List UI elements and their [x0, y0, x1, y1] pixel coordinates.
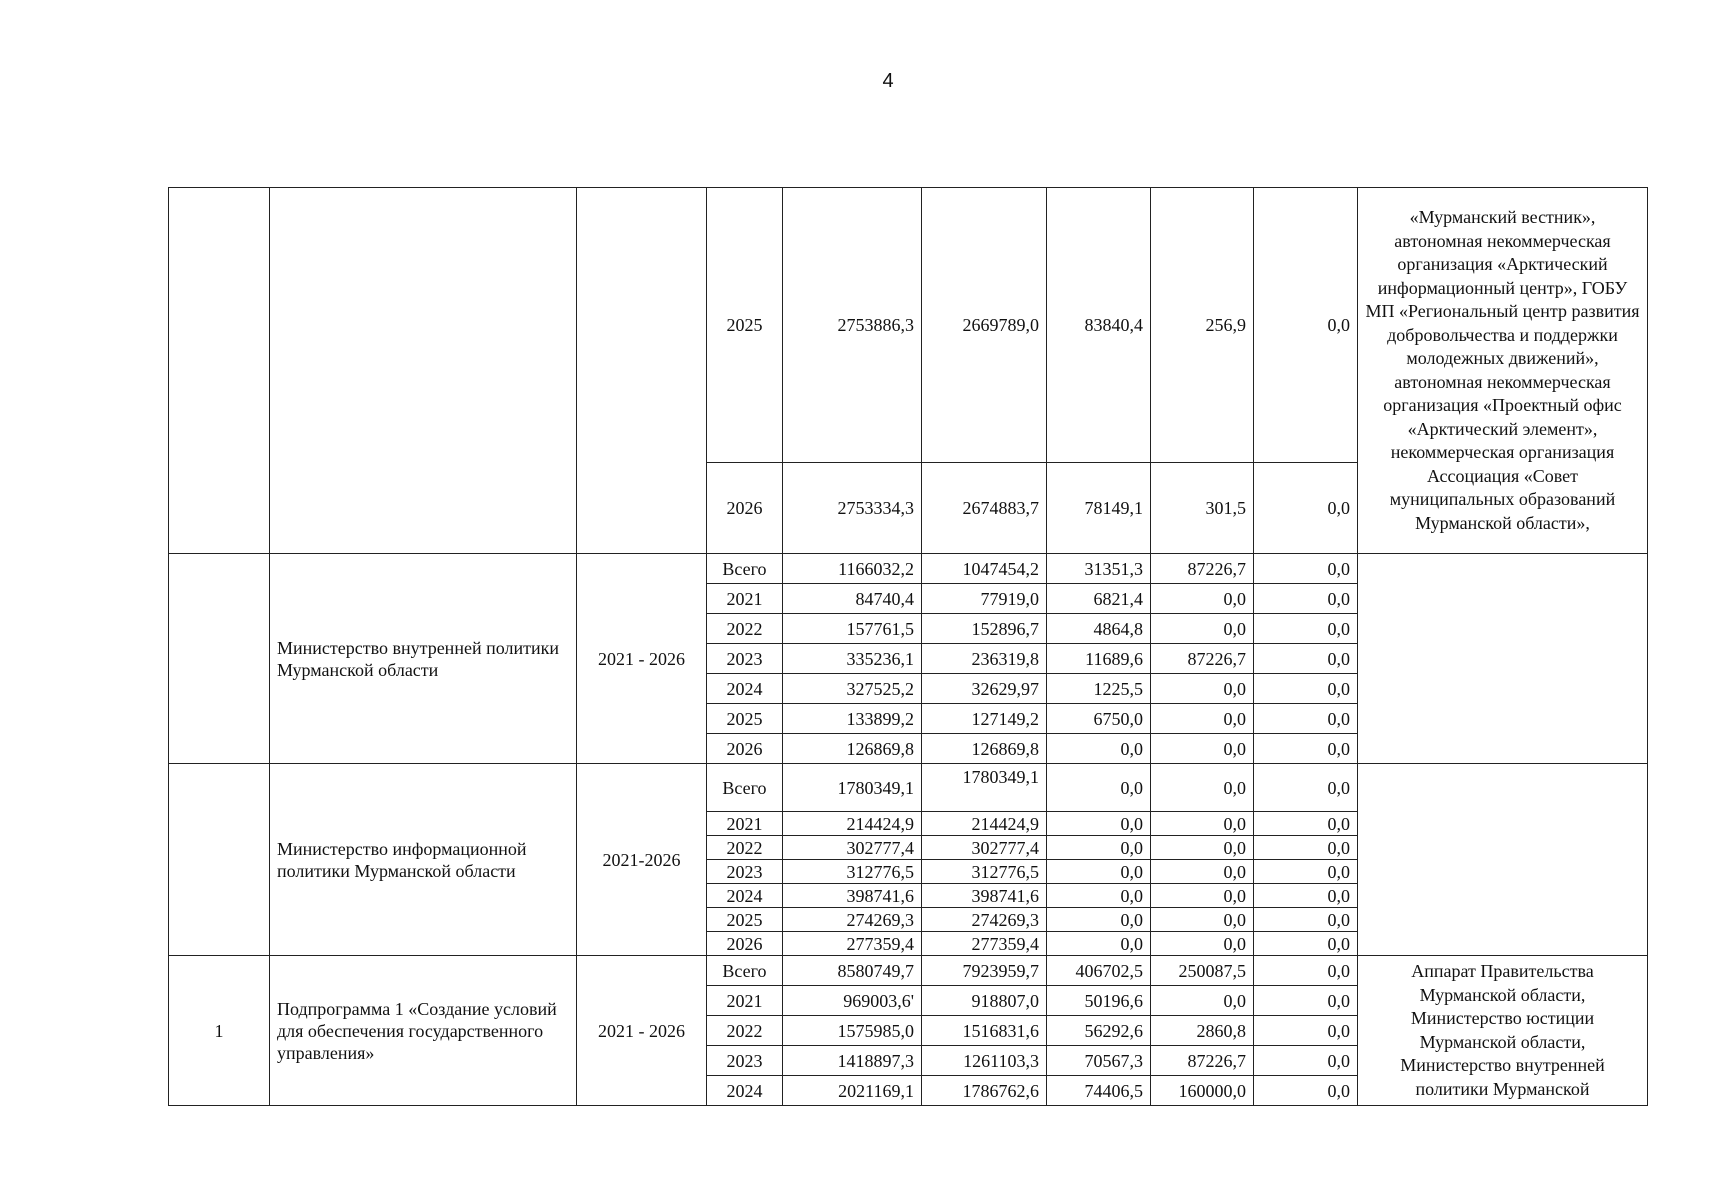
extra-budget-cell: 0,0: [1254, 1076, 1358, 1106]
subprogram-name-cell: Подпрограмма 1 «Создание условий для обеспечения государственного управления»: [270, 956, 577, 1106]
table-row: [169, 956, 1648, 986]
federal-budget-cell: 70567,3: [1047, 1046, 1151, 1076]
total-cell: 2753886,3: [783, 188, 922, 463]
extra-budget-cell: 0,0: [1254, 986, 1358, 1016]
regional-budget-cell: 312776,5: [922, 860, 1047, 884]
executors-cell: «Мурманский вестник», автономная некоммерческая организация «Арктический информационный центр», ГОБУ МП «Региональный центр развития добровольчества и поддержки молодежных движений», автономная некоммерческая организация «Проектный офис «Арктический элемент», некоммерческая организация Ассоциация «Совет муниципальных образований Мурманской области»,: [1358, 188, 1648, 554]
budget-table: [168, 187, 1648, 1106]
federal-budget-cell: 78149,1: [1047, 463, 1151, 554]
table-row: [169, 554, 1648, 584]
federal-budget-cell: 0,0: [1047, 932, 1151, 956]
index-cell: 1: [169, 956, 270, 1106]
year-cell: 2021: [707, 986, 783, 1016]
year-cell: 2024: [707, 884, 783, 908]
period-cell: 2021 - 2026: [577, 956, 707, 1106]
total-cell: 84740,4: [783, 584, 922, 614]
year-cell: 2023: [707, 644, 783, 674]
extra-budget-cell: 0,0: [1254, 463, 1358, 554]
federal-budget-cell: 0,0: [1047, 764, 1151, 812]
year-cell: 2022: [707, 614, 783, 644]
table-row: [169, 188, 1648, 463]
regional-budget-cell: 2674883,7: [922, 463, 1047, 554]
year-cell: 2026: [707, 734, 783, 764]
local-budget-cell: 250087,5: [1151, 956, 1254, 986]
total-cell: 274269,3: [783, 908, 922, 932]
total-cell: 8580749,7: [783, 956, 922, 986]
regional-budget-cell: 1516831,6: [922, 1016, 1047, 1046]
local-budget-cell: 0,0: [1151, 986, 1254, 1016]
extra-budget-cell: 0,0: [1254, 764, 1358, 812]
extra-budget-cell: 0,0: [1254, 188, 1358, 463]
total-cell: 1166032,2: [783, 554, 922, 584]
executors-cell: [1358, 764, 1648, 956]
local-budget-cell: 0,0: [1151, 860, 1254, 884]
extra-budget-cell: 0,0: [1254, 860, 1358, 884]
extra-budget-cell: 0,0: [1254, 1046, 1358, 1076]
extra-budget-cell: 0,0: [1254, 908, 1358, 932]
total-cell: 398741,6: [783, 884, 922, 908]
federal-budget-cell: 0,0: [1047, 734, 1151, 764]
total-cell: 969003,6': [783, 986, 922, 1016]
local-budget-cell: 0,0: [1151, 884, 1254, 908]
year-cell: Всего: [707, 554, 783, 584]
year-cell: 2021: [707, 584, 783, 614]
regional-budget-cell: 152896,7: [922, 614, 1047, 644]
local-budget-cell: 0,0: [1151, 674, 1254, 704]
local-budget-cell: 0,0: [1151, 734, 1254, 764]
regional-budget-cell: 2669789,0: [922, 188, 1047, 463]
regional-budget-cell: 32629,97: [922, 674, 1047, 704]
local-budget-cell: 0,0: [1151, 908, 1254, 932]
local-budget-cell: 301,5: [1151, 463, 1254, 554]
federal-budget-cell: 83840,4: [1047, 188, 1151, 463]
regional-budget-cell: 1780349,1: [922, 764, 1047, 812]
local-budget-cell: 0,0: [1151, 614, 1254, 644]
year-cell: 2025: [707, 908, 783, 932]
extra-budget-cell: 0,0: [1254, 614, 1358, 644]
total-cell: 302777,4: [783, 836, 922, 860]
federal-budget-cell: 1225,5: [1047, 674, 1151, 704]
federal-budget-cell: 0,0: [1047, 860, 1151, 884]
year-cell: 2026: [707, 932, 783, 956]
executors-cell: [1358, 554, 1648, 764]
local-budget-cell: 0,0: [1151, 932, 1254, 956]
regional-budget-cell: 274269,3: [922, 908, 1047, 932]
period-cell: 2021-2026: [577, 764, 707, 956]
year-cell: 2023: [707, 1046, 783, 1076]
extra-budget-cell: 0,0: [1254, 956, 1358, 986]
extra-budget-cell: 0,0: [1254, 554, 1358, 584]
extra-budget-cell: 0,0: [1254, 812, 1358, 836]
extra-budget-cell: 0,0: [1254, 674, 1358, 704]
federal-budget-cell: 0,0: [1047, 836, 1151, 860]
federal-budget-cell: 406702,5: [1047, 956, 1151, 986]
regional-budget-cell: 398741,6: [922, 884, 1047, 908]
year-cell: 2025: [707, 188, 783, 463]
total-cell: 214424,9: [783, 812, 922, 836]
local-budget-cell: 87226,7: [1151, 1046, 1254, 1076]
extra-budget-cell: 0,0: [1254, 1016, 1358, 1046]
extra-budget-cell: 0,0: [1254, 704, 1358, 734]
table-row: [169, 764, 1648, 812]
extra-budget-cell: 0,0: [1254, 644, 1358, 674]
name-cell: [270, 188, 577, 554]
total-cell: 312776,5: [783, 860, 922, 884]
period-cell: [577, 188, 707, 554]
regional-budget-cell: 918807,0: [922, 986, 1047, 1016]
federal-budget-cell: 6821,4: [1047, 584, 1151, 614]
executors-cell: Аппарат Правительства Мурманской области, Министерство юстиции Мурманской области, Министерство внутренней политики Мурманской: [1358, 956, 1648, 1106]
regional-budget-cell: 214424,9: [922, 812, 1047, 836]
total-cell: 327525,2: [783, 674, 922, 704]
federal-budget-cell: 0,0: [1047, 908, 1151, 932]
year-cell: 2022: [707, 836, 783, 860]
regional-budget-cell: 277359,4: [922, 932, 1047, 956]
year-cell: 2025: [707, 704, 783, 734]
year-cell: 2023: [707, 860, 783, 884]
index-cell: [169, 188, 270, 554]
local-budget-cell: 87226,7: [1151, 644, 1254, 674]
local-budget-cell: 0,0: [1151, 764, 1254, 812]
total-cell: 1780349,1: [783, 764, 922, 812]
federal-budget-cell: 0,0: [1047, 884, 1151, 908]
federal-budget-cell: 50196,6: [1047, 986, 1151, 1016]
period-cell: 2021 - 2026: [577, 554, 707, 764]
extra-budget-cell: 0,0: [1254, 884, 1358, 908]
federal-budget-cell: 11689,6: [1047, 644, 1151, 674]
total-cell: 157761,5: [783, 614, 922, 644]
extra-budget-cell: 0,0: [1254, 932, 1358, 956]
regional-budget-cell: 7923959,7: [922, 956, 1047, 986]
year-cell: 2021: [707, 812, 783, 836]
federal-budget-cell: 4864,8: [1047, 614, 1151, 644]
extra-budget-cell: 0,0: [1254, 584, 1358, 614]
local-budget-cell: 160000,0: [1151, 1076, 1254, 1106]
total-cell: 133899,2: [783, 704, 922, 734]
year-cell: Всего: [707, 956, 783, 986]
local-budget-cell: 0,0: [1151, 584, 1254, 614]
index-cell: [169, 554, 270, 764]
federal-budget-cell: 6750,0: [1047, 704, 1151, 734]
total-cell: 126869,8: [783, 734, 922, 764]
extra-budget-cell: 0,0: [1254, 734, 1358, 764]
page-number: 4: [882, 70, 894, 92]
total-cell: 2753334,3: [783, 463, 922, 554]
federal-budget-cell: 74406,5: [1047, 1076, 1151, 1106]
local-budget-cell: 256,9: [1151, 188, 1254, 463]
regional-budget-cell: 126869,8: [922, 734, 1047, 764]
federal-budget-cell: 0,0: [1047, 812, 1151, 836]
year-cell: 2024: [707, 1076, 783, 1106]
total-cell: 2021169,1: [783, 1076, 922, 1106]
local-budget-cell: 0,0: [1151, 704, 1254, 734]
local-budget-cell: 0,0: [1151, 836, 1254, 860]
local-budget-cell: 87226,7: [1151, 554, 1254, 584]
year-cell: 2024: [707, 674, 783, 704]
year-cell: 2022: [707, 1016, 783, 1046]
regional-budget-cell: 1261103,3: [922, 1046, 1047, 1076]
total-cell: 1575985,0: [783, 1016, 922, 1046]
local-budget-cell: 2860,8: [1151, 1016, 1254, 1046]
regional-budget-cell: 1786762,6: [922, 1076, 1047, 1106]
regional-budget-cell: 127149,2: [922, 704, 1047, 734]
index-cell: [169, 764, 270, 956]
federal-budget-cell: 56292,6: [1047, 1016, 1151, 1046]
federal-budget-cell: 31351,3: [1047, 554, 1151, 584]
regional-budget-cell: 77919,0: [922, 584, 1047, 614]
local-budget-cell: 0,0: [1151, 812, 1254, 836]
year-cell: Всего: [707, 764, 783, 812]
regional-budget-cell: 236319,8: [922, 644, 1047, 674]
executor-name-cell: Министерство внутренней политики Мурманской области: [270, 554, 577, 764]
regional-budget-cell: 302777,4: [922, 836, 1047, 860]
total-cell: 277359,4: [783, 932, 922, 956]
total-cell: 1418897,3: [783, 1046, 922, 1076]
regional-budget-cell: 1047454,2: [922, 554, 1047, 584]
executor-name-cell: Министерство информационной политики Мурманской области: [270, 764, 577, 956]
year-cell: 2026: [707, 463, 783, 554]
extra-budget-cell: 0,0: [1254, 836, 1358, 860]
total-cell: 335236,1: [783, 644, 922, 674]
